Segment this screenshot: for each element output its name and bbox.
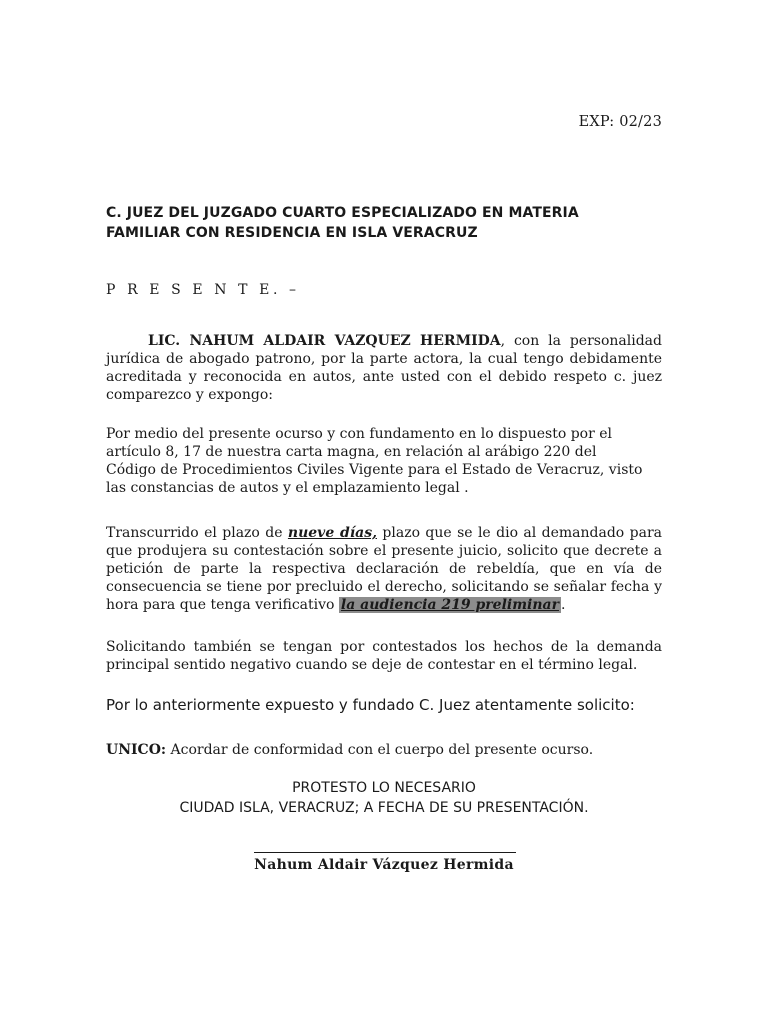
paragraph-contested-facts: Solicitando también se tengan por contestados los hechos de la demanda principal sentido negativo cuando se deje de contestar en el término legal. bbox=[106, 639, 662, 673]
unico-label: UNICO: bbox=[106, 742, 167, 758]
closing-place-date: CIUDAD ISLA, VERACRUZ; A FECHA DE SU PRESENTACIÓN. bbox=[179, 800, 589, 816]
addressee-block bbox=[106, 203, 666, 243]
addressee-line-1: C. JUEZ DEL JUZGADO CUARTO ESPECIALIZADO EN MATERIA bbox=[106, 205, 579, 221]
paragraph-petition-intro: Por lo anteriormente expuesto y fundado C. Juez atentamente solicito: bbox=[106, 696, 635, 714]
paragraph-introduction bbox=[106, 332, 662, 404]
legal-basis-line-4: las constancias de autos y el emplazamiento legal . bbox=[106, 480, 469, 496]
request-text-middle: plazo que se le dio al demandado para que produjera su contestación sobre el presente juicio, solicito que decrete a petición de parte la respectiva declaración de rebeldía, que en vía de consecuencia se tiene por precluido el derecho, solicitando se señalar fecha y hora para que tenga verificativo bbox=[106, 525, 662, 613]
highlighted-hearing: la audiencia 219 preliminar bbox=[340, 597, 559, 613]
expediente-number: EXP: 02/23 bbox=[578, 114, 662, 130]
legal-basis-line-3: Código de Procedimientos Civiles Vigente para el Estado de Veracruz, visto bbox=[106, 462, 643, 478]
legal-basis-line-1: Por medio del presente ocurso y con fundamento en lo dispuesto por el bbox=[106, 426, 612, 442]
introduction-text: , con la personalidad jurídica de abogado patrono, por la parte actora, la cual tengo debidamente acreditada y reconocida en autos, ante usted con el debido respeto c. juez comparezco y expongo: bbox=[106, 333, 662, 403]
legal-basis-line-2: artículo 8, 17 de nuestra carta magna, en relación al arábigo 220 del bbox=[106, 444, 597, 460]
request-text-before: Transcurrido el plazo de bbox=[106, 525, 288, 541]
request-text-after: . bbox=[560, 597, 566, 613]
signature-line bbox=[254, 852, 516, 853]
unico-text: Acordar de conformidad con el cuerpo del presente ocurso. bbox=[166, 742, 594, 758]
paragraph-request bbox=[106, 524, 662, 614]
term-emphasis: nueve días, bbox=[287, 525, 377, 541]
addressee-line-2: FAMILIAR CON RESIDENCIA EN ISLA VERACRUZ bbox=[106, 225, 478, 241]
signer-name: Nahum Aldair Vázquez Hermida bbox=[254, 857, 514, 873]
paragraph-legal-basis bbox=[106, 425, 662, 497]
salutation: P R E S E N T E. – bbox=[106, 282, 300, 298]
closing-protesto: PROTESTO LO NECESARIO bbox=[292, 780, 476, 796]
paragraph-unico bbox=[106, 741, 662, 759]
attorney-name: LIC. NAHUM ALDAIR VAZQUEZ HERMIDA bbox=[148, 333, 501, 349]
